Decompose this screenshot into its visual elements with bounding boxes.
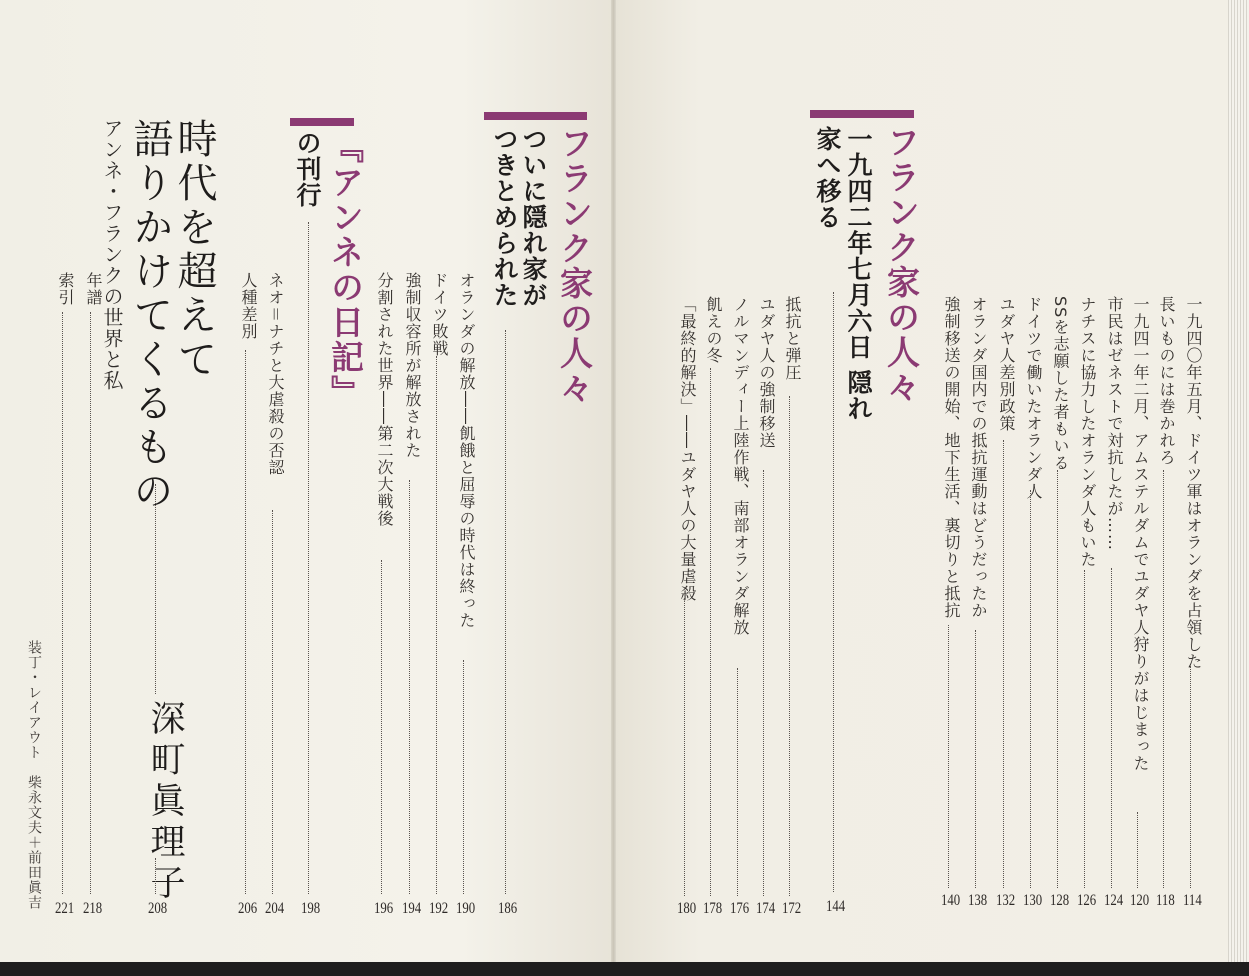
toc-page: 124 (1104, 892, 1124, 909)
toc-leader (381, 560, 382, 894)
toc-page: 194 (402, 900, 422, 917)
scan-bottom-border (0, 962, 1249, 976)
toc-leader (1190, 666, 1191, 888)
chapter1-page-number: 144 (826, 898, 846, 915)
chapter2-title: フランク家の人々 (555, 126, 594, 406)
afterword-title-line1: 時代を超えて (171, 118, 217, 382)
chapter2-purple-bar (484, 112, 587, 120)
toc-leader (1084, 570, 1085, 888)
afterword-title-line2: 語りかけてくるもの (127, 118, 173, 514)
chapter1-purple-bar (810, 110, 914, 118)
toc-page: 221 (55, 900, 75, 917)
toc-page: 118 (1156, 892, 1175, 909)
toc-leader (463, 660, 464, 894)
chapter1-title: フランク家の人々 (882, 125, 921, 405)
toc-entry: オランダの解放――飢餓と屈辱の時代は終った (457, 272, 476, 629)
toc-page: 206 (238, 900, 258, 917)
toc-leader (948, 625, 949, 888)
chapter3-purple-bar (290, 118, 354, 126)
toc-leader (1057, 470, 1058, 888)
toc-entry: 索引 (56, 272, 75, 306)
toc-page: 114 (1183, 892, 1202, 909)
toc-page: 204 (265, 900, 285, 917)
toc-page: 172 (782, 900, 802, 917)
toc-leader (1137, 812, 1138, 888)
toc-entry: 「最終的解決」――ユダヤ人の大量虐殺 (678, 296, 697, 602)
afterword-page-number: 208 (148, 900, 168, 917)
afterword-subtitle: アンネ・フランクの世界と私 (100, 118, 124, 391)
toc-leader (789, 396, 790, 896)
chapter3-title-line1: 『アンネの日記』 (326, 130, 365, 410)
toc-leader (1003, 440, 1004, 888)
toc-entry: 一九四一年二月、アムステルダムでユダヤ人狩りがはじまった (1131, 296, 1150, 772)
toc-entry: 飢えの冬 (704, 296, 723, 364)
toc-page: 126 (1077, 892, 1097, 909)
toc-leader (1030, 490, 1031, 888)
toc-leader (737, 668, 738, 896)
toc-leader (710, 368, 711, 896)
toc-leader (436, 356, 437, 894)
toc-entry: ユダヤ人差別政策 (997, 296, 1016, 432)
design-credits: 装丁・レイアウト 柴永文夫＋前田眞吉 (26, 640, 42, 910)
toc-page: 176 (730, 900, 750, 917)
toc-page: 128 (1050, 892, 1070, 909)
toc-page: 174 (756, 900, 776, 917)
toc-entry: ネオ＝ナチと大虐殺の否認 (266, 272, 285, 477)
toc-leader (763, 470, 764, 896)
toc-leader (90, 312, 91, 894)
toc-page: 218 (83, 900, 103, 917)
toc-entry: オランダ国内での抵抗運動はどうだったか (969, 296, 988, 619)
chapter1-leader (833, 292, 834, 892)
toc-page: 132 (996, 892, 1016, 909)
toc-entry: 年譜 (84, 272, 103, 306)
page-edge (1228, 0, 1249, 962)
toc-page: 178 (703, 900, 723, 917)
toc-entry: 抵抗と弾圧 (783, 296, 802, 381)
toc-entry: 一九四〇年五月、ドイツ軍はオランダを占領した (1184, 296, 1203, 670)
book-gutter (611, 0, 616, 962)
toc-entry: ナチスに協力したオランダ人もいた (1078, 296, 1097, 568)
toc-page: 120 (1130, 892, 1150, 909)
toc-page: 130 (1023, 892, 1043, 909)
chapter2-leader (505, 330, 506, 894)
chapter3-leader (308, 222, 309, 894)
afterword-leader (155, 484, 156, 694)
toc-page: 192 (429, 900, 449, 917)
toc-entry: 長いものには巻かれろ (1157, 296, 1176, 466)
toc-entry: SSを志願した者もいる (1051, 296, 1070, 472)
toc-entry: 人種差別 (239, 272, 258, 340)
toc-page: 196 (374, 900, 394, 917)
toc-leader (409, 480, 410, 894)
chapter3-page-number: 198 (301, 900, 321, 917)
toc-entry: ノルマンディー上陸作戦、南部オランダ解放 (731, 296, 750, 636)
chapter2-subtitle-line2: つきとめられた (490, 126, 519, 308)
toc-leader (684, 598, 685, 896)
toc-entry: 強制移送の開始、地下生活、裏切りと抵抗 (942, 296, 961, 619)
chapter3-title-line2: の刊行 (293, 130, 322, 208)
toc-leader (62, 312, 63, 894)
toc-entry: ドイツ敗戦 (430, 272, 449, 357)
chapter1-subtitle: 一九四二年七月六日 隠れ家へ移る (813, 126, 873, 422)
toc-leader (272, 510, 273, 894)
toc-page: 140 (941, 892, 961, 909)
toc-entry: 強制収容所が解放された (403, 272, 422, 459)
toc-leader (245, 350, 246, 894)
chapter2-subtitle-line1: ついに隠れ家が (519, 126, 548, 308)
toc-leader (975, 630, 976, 888)
author-leader (155, 858, 156, 894)
toc-page: 180 (677, 900, 697, 917)
toc-page: 138 (968, 892, 988, 909)
toc-entry: 分割された世界――第二次大戦後 (375, 272, 394, 527)
toc-page: 190 (456, 900, 476, 917)
toc-entry: ユダヤ人の強制移送 (757, 296, 776, 449)
toc-leader (1163, 470, 1164, 888)
chapter2-page-number: 186 (498, 900, 518, 917)
toc-leader (1111, 568, 1112, 888)
author-name: 深町眞理子 (145, 700, 185, 905)
toc-entry: ドイツで働いたオランダ人 (1024, 296, 1043, 500)
toc-entry: 市民はゼネストで対抗したが…… (1105, 296, 1124, 551)
